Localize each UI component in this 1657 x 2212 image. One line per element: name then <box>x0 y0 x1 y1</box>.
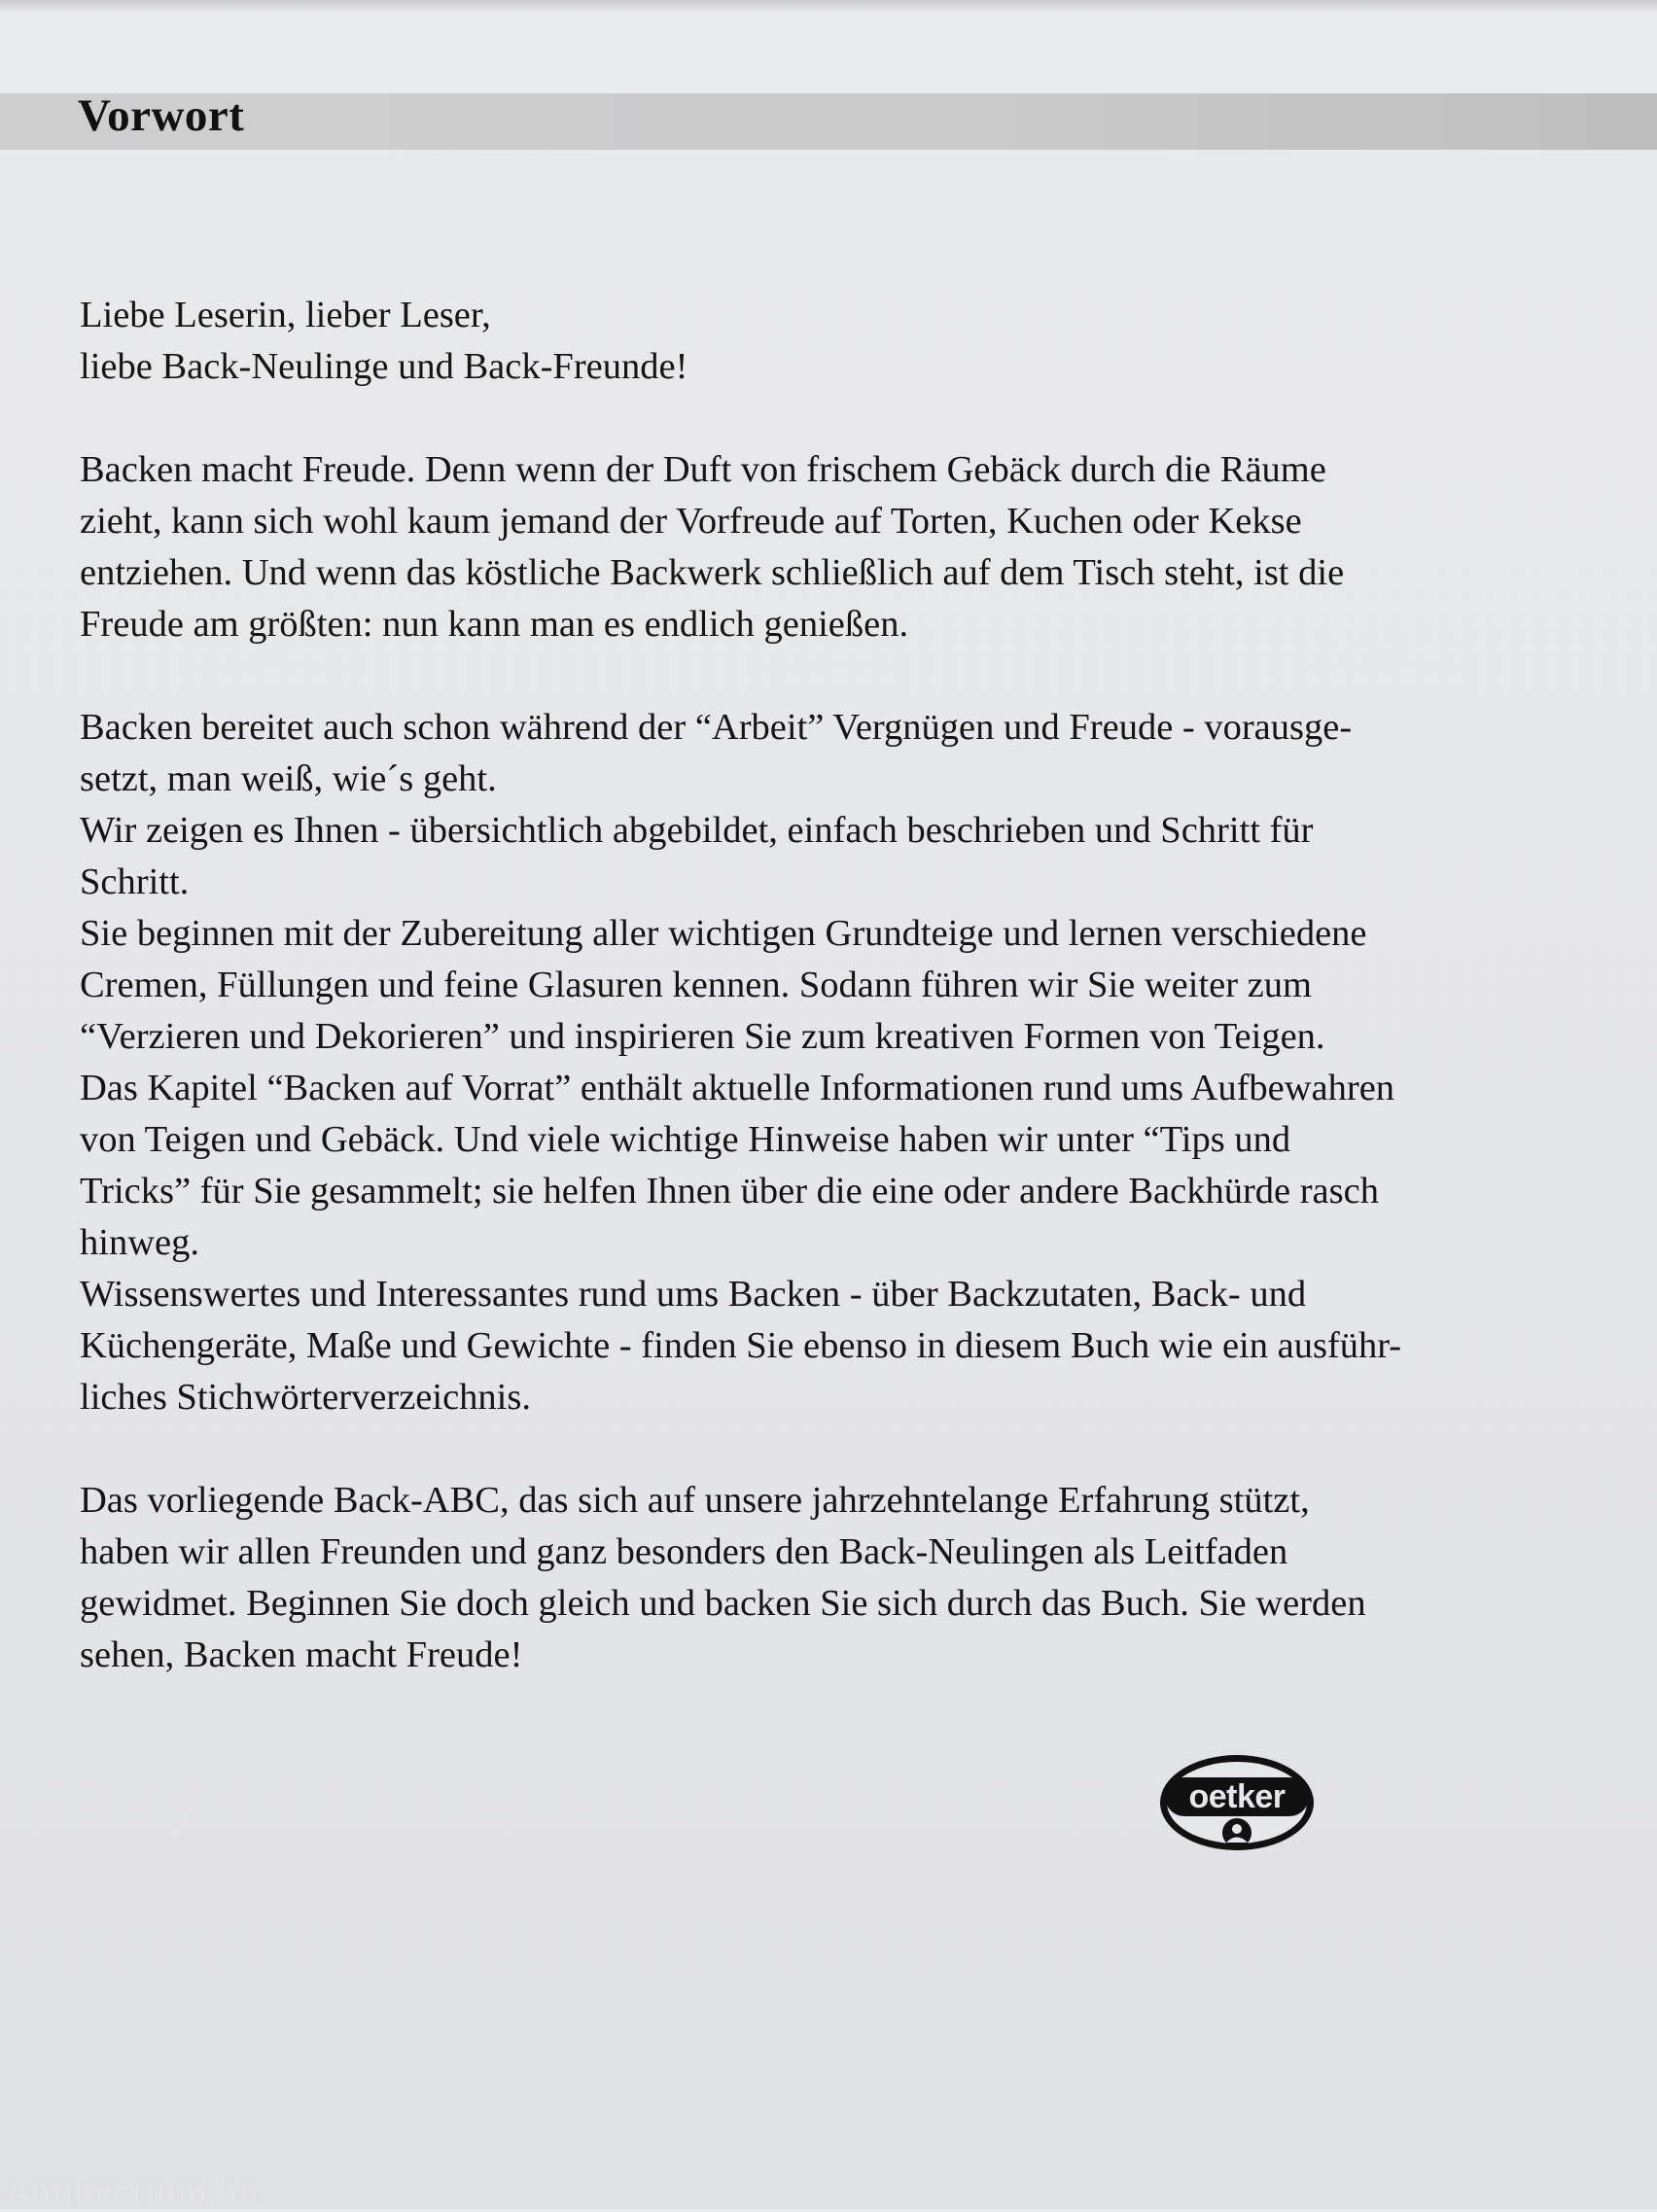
text-line: Tricks” für Sie gesammelt; sie helfen Ihnen über die eine oder andere Backhürde rasch <box>80 1171 1379 1211</box>
text-line: Cremen, Füllungen und feine Glasuren kennen. Sodann führen wir Sie weiter zum <box>80 965 1312 1005</box>
text-line: liches Stichwörterverzeichnis. <box>80 1377 531 1418</box>
text-line: hinweg. <box>80 1222 199 1263</box>
page-title: Vorwort <box>78 90 245 141</box>
text-line: Sie beginnen mit der Zubereitung aller wichtigen Grundteige und lernen verschiedene <box>80 913 1367 954</box>
text-line: Freude am größten: nun kann man es endlich genießen. <box>80 604 909 645</box>
text-line: sehen, Backen macht Freude! <box>80 1634 523 1675</box>
text-line: Wissenswertes und Interessantes rund ums Backen - über Backzutaten, Back- und <box>80 1274 1307 1315</box>
text-line: zieht, kann sich wohl kaum jemand der Vorfreude auf Torten, Kuchen oder Kekse <box>80 501 1302 542</box>
paragraph <box>80 702 1597 1423</box>
header-band <box>0 93 1657 150</box>
text-line: entziehen. Und wenn das köstliche Backwerk schließlich auf dem Tisch steht, ist die <box>80 552 1345 593</box>
foreword-body <box>80 290 1597 1681</box>
page-top-shadow <box>0 0 1657 14</box>
paragraph <box>80 1475 1597 1681</box>
text-line: gewidmet. Beginnen Sie doch gleich und backen Sie sich durch das Buch. Sie werden <box>80 1583 1366 1624</box>
text-line: haben wir allen Freunden und ganz besonders den Back-Neulingen als Leitfaden <box>80 1531 1288 1572</box>
text-line: “Verzieren und Dekorieren” und inspirieren Sie zum kreativen Formen von Teigen. <box>80 1016 1325 1057</box>
text-line: Schritt. <box>80 861 190 902</box>
text-line: Backen bereitet auch schon während der “Arbeit” Vergnügen und Freude - vorausge- <box>80 707 1353 748</box>
watermark: Antikvarium.hu <box>6 2174 261 2211</box>
logo-portrait-head <box>1232 1824 1242 1834</box>
text-line: setzt, man weiß, wie´s geht. <box>80 758 497 799</box>
logo-wordmark: oetker <box>1188 1778 1286 1815</box>
text-line: Backen macht Freude. Denn wenn der Duft von frischem Gebäck durch die Räume <box>80 449 1326 490</box>
text-line: von Teigen und Gebäck. Und viele wichtige Hinweise haben wir unter “Tips und <box>80 1119 1291 1160</box>
text-line: Das Kapitel “Backen auf Vorrat” enthält aktuelle Informationen rund ums Aufbewahren <box>80 1068 1395 1108</box>
text-line: Das vorliegende Back-ABC, das sich auf unsere jahrzehntelange Erfahrung stützt, <box>80 1480 1310 1521</box>
text-line: Wir zeigen es Ihnen - übersichtlich abgebildet, einfach beschrieben und Schritt für <box>80 810 1314 851</box>
paragraph <box>80 290 1597 393</box>
oetker-logo-icon <box>1157 1752 1317 1853</box>
paragraph <box>80 444 1597 650</box>
text-line: liebe Back-Neulinge und Back-Freunde! <box>80 346 688 387</box>
text-line: Küchengeräte, Maße und Gewichte - finden Sie ebenso in diesem Buch wie ein ausführ- <box>80 1325 1402 1366</box>
text-line: Liebe Leserin, lieber Leser, <box>80 295 491 335</box>
